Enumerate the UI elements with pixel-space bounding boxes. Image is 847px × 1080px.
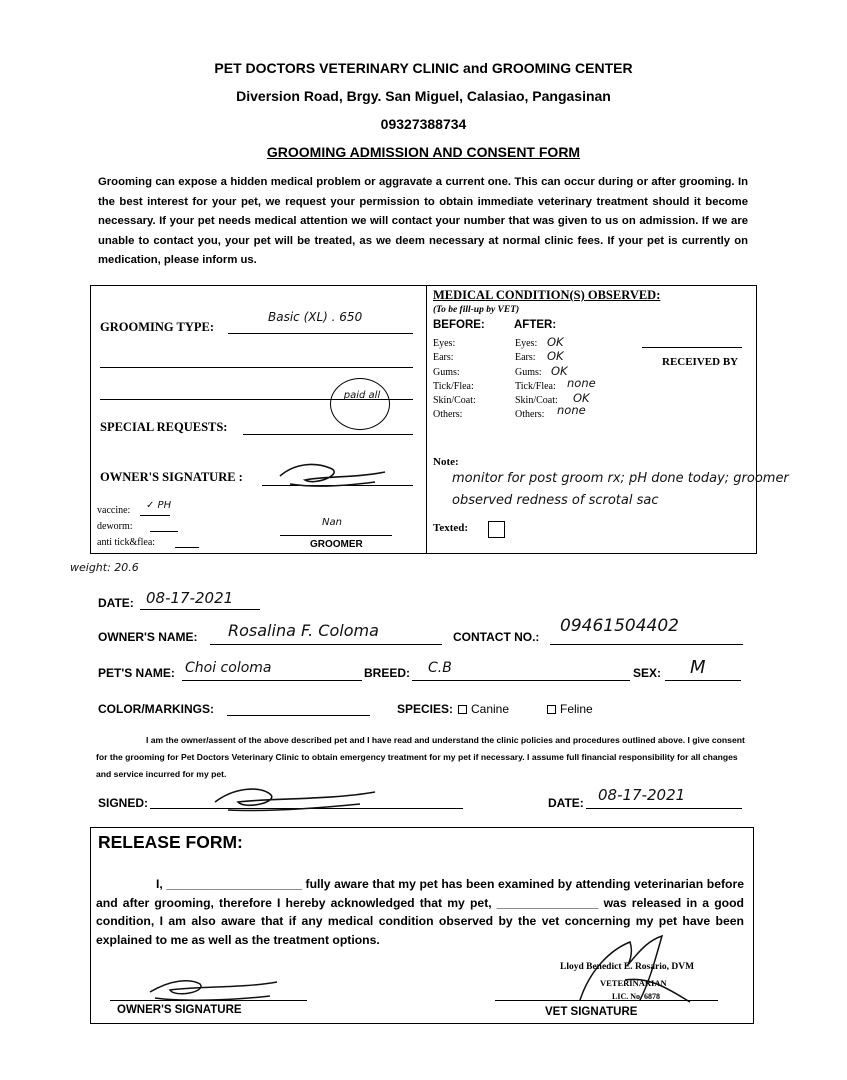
breed-value[interactable]: C.B [428,660,452,676]
contact-label: CONTACT NO.: [453,630,540,644]
species-label: SPECIES: [397,702,454,716]
box-divider [426,285,427,554]
before-row-label: Eyes: [433,338,456,349]
owner-name-line [210,644,442,645]
antitick-line [175,547,199,548]
pet-name-label: PET'S NAME: [98,666,175,680]
declaration-text: I am the owner/assent of the above described pet and I have read and understand the clinic policies and procedures outlined above. I give consent for the grooming for Pet Doctors Veterinary Clinic to obtain emergency treatment for my pet if necessary. I assume full financial responsibility for all changes and service incurred for my pet. [96,735,745,779]
form-title: GROOMING ADMISSION AND CONSENT FORM [266,144,581,160]
note-text[interactable]: monitor for post groom rx; pH done today; groomer observed redness of scrotal sac [452,471,789,508]
medical-row [433,375,633,395]
after-row-value[interactable]: OK [573,391,590,406]
feline-label: Feline [560,702,593,716]
paid-circle [330,378,390,430]
after-row-label: Eyes: [515,338,538,349]
paid-note: paid all [343,390,381,401]
medical-row [433,391,633,409]
grooming-type-label: GROOMING TYPE: [100,320,215,334]
vaccine-line [140,515,170,516]
clinic-name: PET DOCTORS VETERINARY CLINIC and GROOMING CENTER [214,60,633,76]
vet-title: VETERINARIAN [600,978,667,988]
intro-paragraph: Grooming can expose a hidden medical problem or aggravate a current one. This can occur during or after grooming. In the best interest for your pet, we request your permission to obtain immediate veterinary treatment should it become necessary. If your pet needs medical attention we will contact your number that was given to us on admission. If we are unable to contact you, your pet will be treated, as we deem necessary at normal clinic fees. If your pet is currently on medication, please inform us. [98,176,748,266]
weight-note: weight: 20.6 [70,561,139,574]
vet-release-line [495,1000,718,1001]
breed-line [412,680,630,681]
medical-rows [433,335,633,424]
breed-label: BREED: [364,666,411,680]
date-label: DATE: [98,596,134,610]
after-row-label: Skin/Coat: [515,395,558,407]
medical-row [433,335,633,352]
after-row-value[interactable]: none [557,403,586,418]
medical-row [433,403,633,423]
grooming-type-value[interactable]: Basic (XL) . 650 [268,310,363,324]
clinic-address: Diversion Road, Brgy. San Miguel, Calasiao, Pangasinan [236,88,611,104]
before-row-label: Ears: [433,352,454,364]
before-row-label: Others: [433,409,463,421]
vet-name: Lloyd Benedict E. Rosario, DVM [560,962,695,972]
sex-label: SEX: [633,666,662,680]
groomer-line [280,535,392,536]
after-row-label: Gums: [515,366,542,378]
vaccine-value[interactable]: ✓ PH [146,500,172,511]
owner-name-value[interactable]: Rosalina F. Coloma [228,621,379,640]
date-value[interactable]: 08-17-2021 [146,589,234,607]
before-row-label: Gums: [433,366,460,378]
note-label: Note: [433,456,459,468]
signed-date-line [586,808,742,809]
deworm-label: deworm: [97,521,133,532]
after-label: AFTER: [514,319,557,331]
groomer-value[interactable]: Nan [322,517,342,528]
vet-signature-scribble [570,930,710,1010]
release-title: RELEASE FORM: [98,832,243,852]
after-row-label: Ears: [515,352,536,364]
medical-subtitle: (To be fill-up by VET) [433,305,520,315]
feline-checkbox[interactable] [547,705,556,714]
blank-line-1 [100,367,413,368]
after-row-value[interactable]: OK [547,335,564,349]
special-requests-label: SPECIAL REQUESTS: [100,420,228,434]
medical-row [433,363,633,381]
groomer-label: GROOMER [310,539,363,550]
antitick-label: anti tick&flea: [97,537,156,548]
owner-signature-label: OWNER'S SIGNATURE : [100,470,243,484]
after-row-value[interactable]: OK [547,349,564,364]
canine-label: Canine [471,702,510,716]
vet-release-sig-label: VET SIGNATURE [545,1006,638,1018]
color-label: COLOR/MARKINGS: [98,702,214,716]
species-canine[interactable] [458,702,509,716]
before-row-label: Skin/Coat: [433,395,476,407]
texted-label: Texted: [433,522,469,534]
species-feline[interactable] [547,702,593,716]
pet-name-line [182,680,362,681]
medical-title: MEDICAL CONDITION(S) OBSERVED: [433,288,661,302]
before-row-label: Tick/Flea: [433,380,474,392]
contact-line [550,644,743,645]
after-row-value[interactable]: none [567,375,596,390]
signed-scribble [210,782,380,816]
after-row-value[interactable]: OK [551,363,568,378]
owner-name-label: OWNER'S NAME: [98,630,198,644]
canine-checkbox[interactable] [458,705,467,714]
special-requests-line [243,434,413,435]
after-row-label: Others: [515,409,545,421]
vet-lic: LIC. No. 6878 [612,992,661,1001]
color-line [227,715,370,716]
signed-date-label: DATE: [548,796,584,810]
after-row-label: Tick/Flea: [515,380,556,392]
before-label: BEFORE: [433,319,485,331]
signed-label: SIGNED: [98,796,149,810]
release-text: I, ____________________ fully aware that my pet has been examined by attending veterinarian before and after grooming, therefore I hereby acknowledged that my pet, _______________ was released in a good condition, I am also aware that if any medical condition observed by the vet concerning my pet have been explained to me as well as the treatment options. [96,877,744,947]
sex-line [665,680,741,681]
owner-release-sig-label: OWNER'S SIGNATURE [117,1004,242,1016]
received-by-line [642,347,742,348]
clinic-phone: 09327388734 [380,116,467,132]
owner-release-line [110,1000,307,1001]
signed-date-value[interactable]: 08-17-2021 [598,786,686,804]
contact-value[interactable]: 09461504402 [560,616,679,636]
pet-name-value[interactable]: Choi coloma [185,660,272,676]
sex-value[interactable]: M [690,657,706,678]
grooming-type-line [228,333,413,334]
received-by-label: RECEIVED BY [662,356,739,368]
date-line [140,609,260,610]
deworm-line [150,531,178,532]
medical-row [433,349,633,366]
owner-signature-scribble [275,458,390,494]
texted-checkbox[interactable] [488,521,505,538]
vaccine-label: vaccine: [97,505,131,516]
